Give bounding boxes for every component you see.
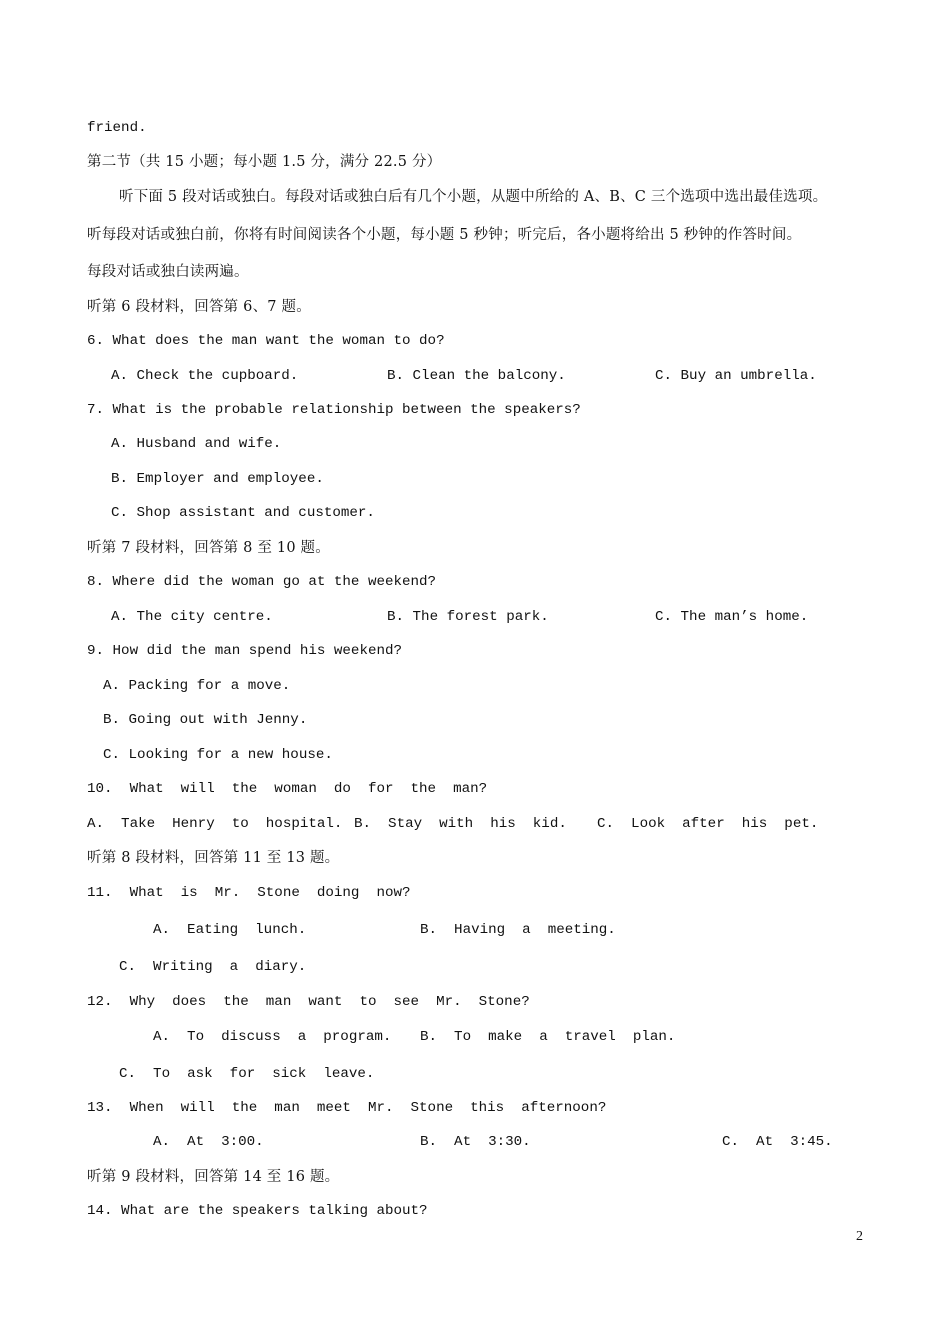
- option-b: B. Going out with Jenny.: [103, 712, 308, 728]
- question-12: 12. Why does the man want to see Mr. Stone?: [87, 994, 530, 1010]
- option-c: C. Looking for a new house.: [103, 747, 333, 763]
- question-8: 8. Where did the woman go at the weekend?: [87, 574, 437, 590]
- option-a: A. Husband and wife.: [111, 436, 282, 452]
- instruction-text: 听下面 5 段对话或独白。每段对话或独白后有几个小题，从题中所给的 A、B、C 三个选项中选出最佳选项。: [119, 189, 828, 205]
- question-10: 10. What will the woman do for the man?: [87, 781, 488, 797]
- question-13: 13. When will the man meet Mr. Stone this afternoon?: [87, 1100, 607, 1116]
- page-number: 2: [856, 1229, 863, 1244]
- option-b: B. To make a travel plan.: [420, 1029, 676, 1045]
- instruction-text: 听每段对话或独白前，你将有时间阅读各个小题，每小题 5 秒钟；听完后，各小题将给出 5 秒钟的作答时间。: [87, 227, 802, 243]
- option-c: C. Look after his pet.: [597, 816, 819, 832]
- question-14: 14. What are the speakers talking about?: [87, 1203, 428, 1219]
- option-c: C. Buy an umbrella.: [655, 368, 817, 384]
- material-heading: 听第 8 段材料，回答第 11 至 13 题。: [87, 850, 340, 866]
- option-b: B. At 3:30.: [420, 1134, 531, 1150]
- option-a: A. Packing for a move.: [103, 678, 291, 694]
- option-c: C. Shop assistant and customer.: [111, 505, 375, 521]
- material-heading: 听第 6 段材料，回答第 6、7 题。: [87, 299, 311, 315]
- option-a: A. To discuss a program.: [153, 1029, 392, 1045]
- option-c: C. At 3:45.: [722, 1134, 833, 1150]
- text-line: friend.: [87, 120, 147, 136]
- option-a: A. Check the cupboard.: [111, 368, 299, 384]
- option-c: C. Writing a diary.: [119, 959, 307, 975]
- section-heading: 第二节（共 15 小题；每小题 1.5 分，满分 22.5 分）: [87, 154, 442, 170]
- option-b: B. Stay with his kid.: [354, 816, 567, 832]
- option-b: B. Clean the balcony.: [387, 368, 566, 384]
- option-c: C. The man’s home.: [655, 609, 809, 625]
- question-11: 11. What is Mr. Stone doing now?: [87, 885, 411, 901]
- question-6: 6. What does the man want the woman to do?: [87, 333, 445, 349]
- option-b: B. Having a meeting.: [420, 922, 616, 938]
- option-b: B. The forest park.: [387, 609, 549, 625]
- instruction-text: 每段对话或独白读两遍。: [87, 264, 249, 280]
- material-heading: 听第 7 段材料，回答第 8 至 10 题。: [87, 540, 330, 556]
- question-7: 7. What is the probable relationship between the speakers?: [87, 402, 581, 418]
- option-b: B. Employer and employee.: [111, 471, 324, 487]
- option-a: A. Eating lunch.: [153, 922, 307, 938]
- option-c: C. To ask for sick leave.: [119, 1066, 375, 1082]
- material-heading: 听第 9 段材料，回答第 14 至 16 题。: [87, 1169, 340, 1185]
- option-a: A. At 3:00.: [153, 1134, 264, 1150]
- option-a: A. The city centre.: [111, 609, 273, 625]
- question-9: 9. How did the man spend his weekend?: [87, 643, 403, 659]
- option-a: A. Take Henry to hospital.: [87, 816, 343, 832]
